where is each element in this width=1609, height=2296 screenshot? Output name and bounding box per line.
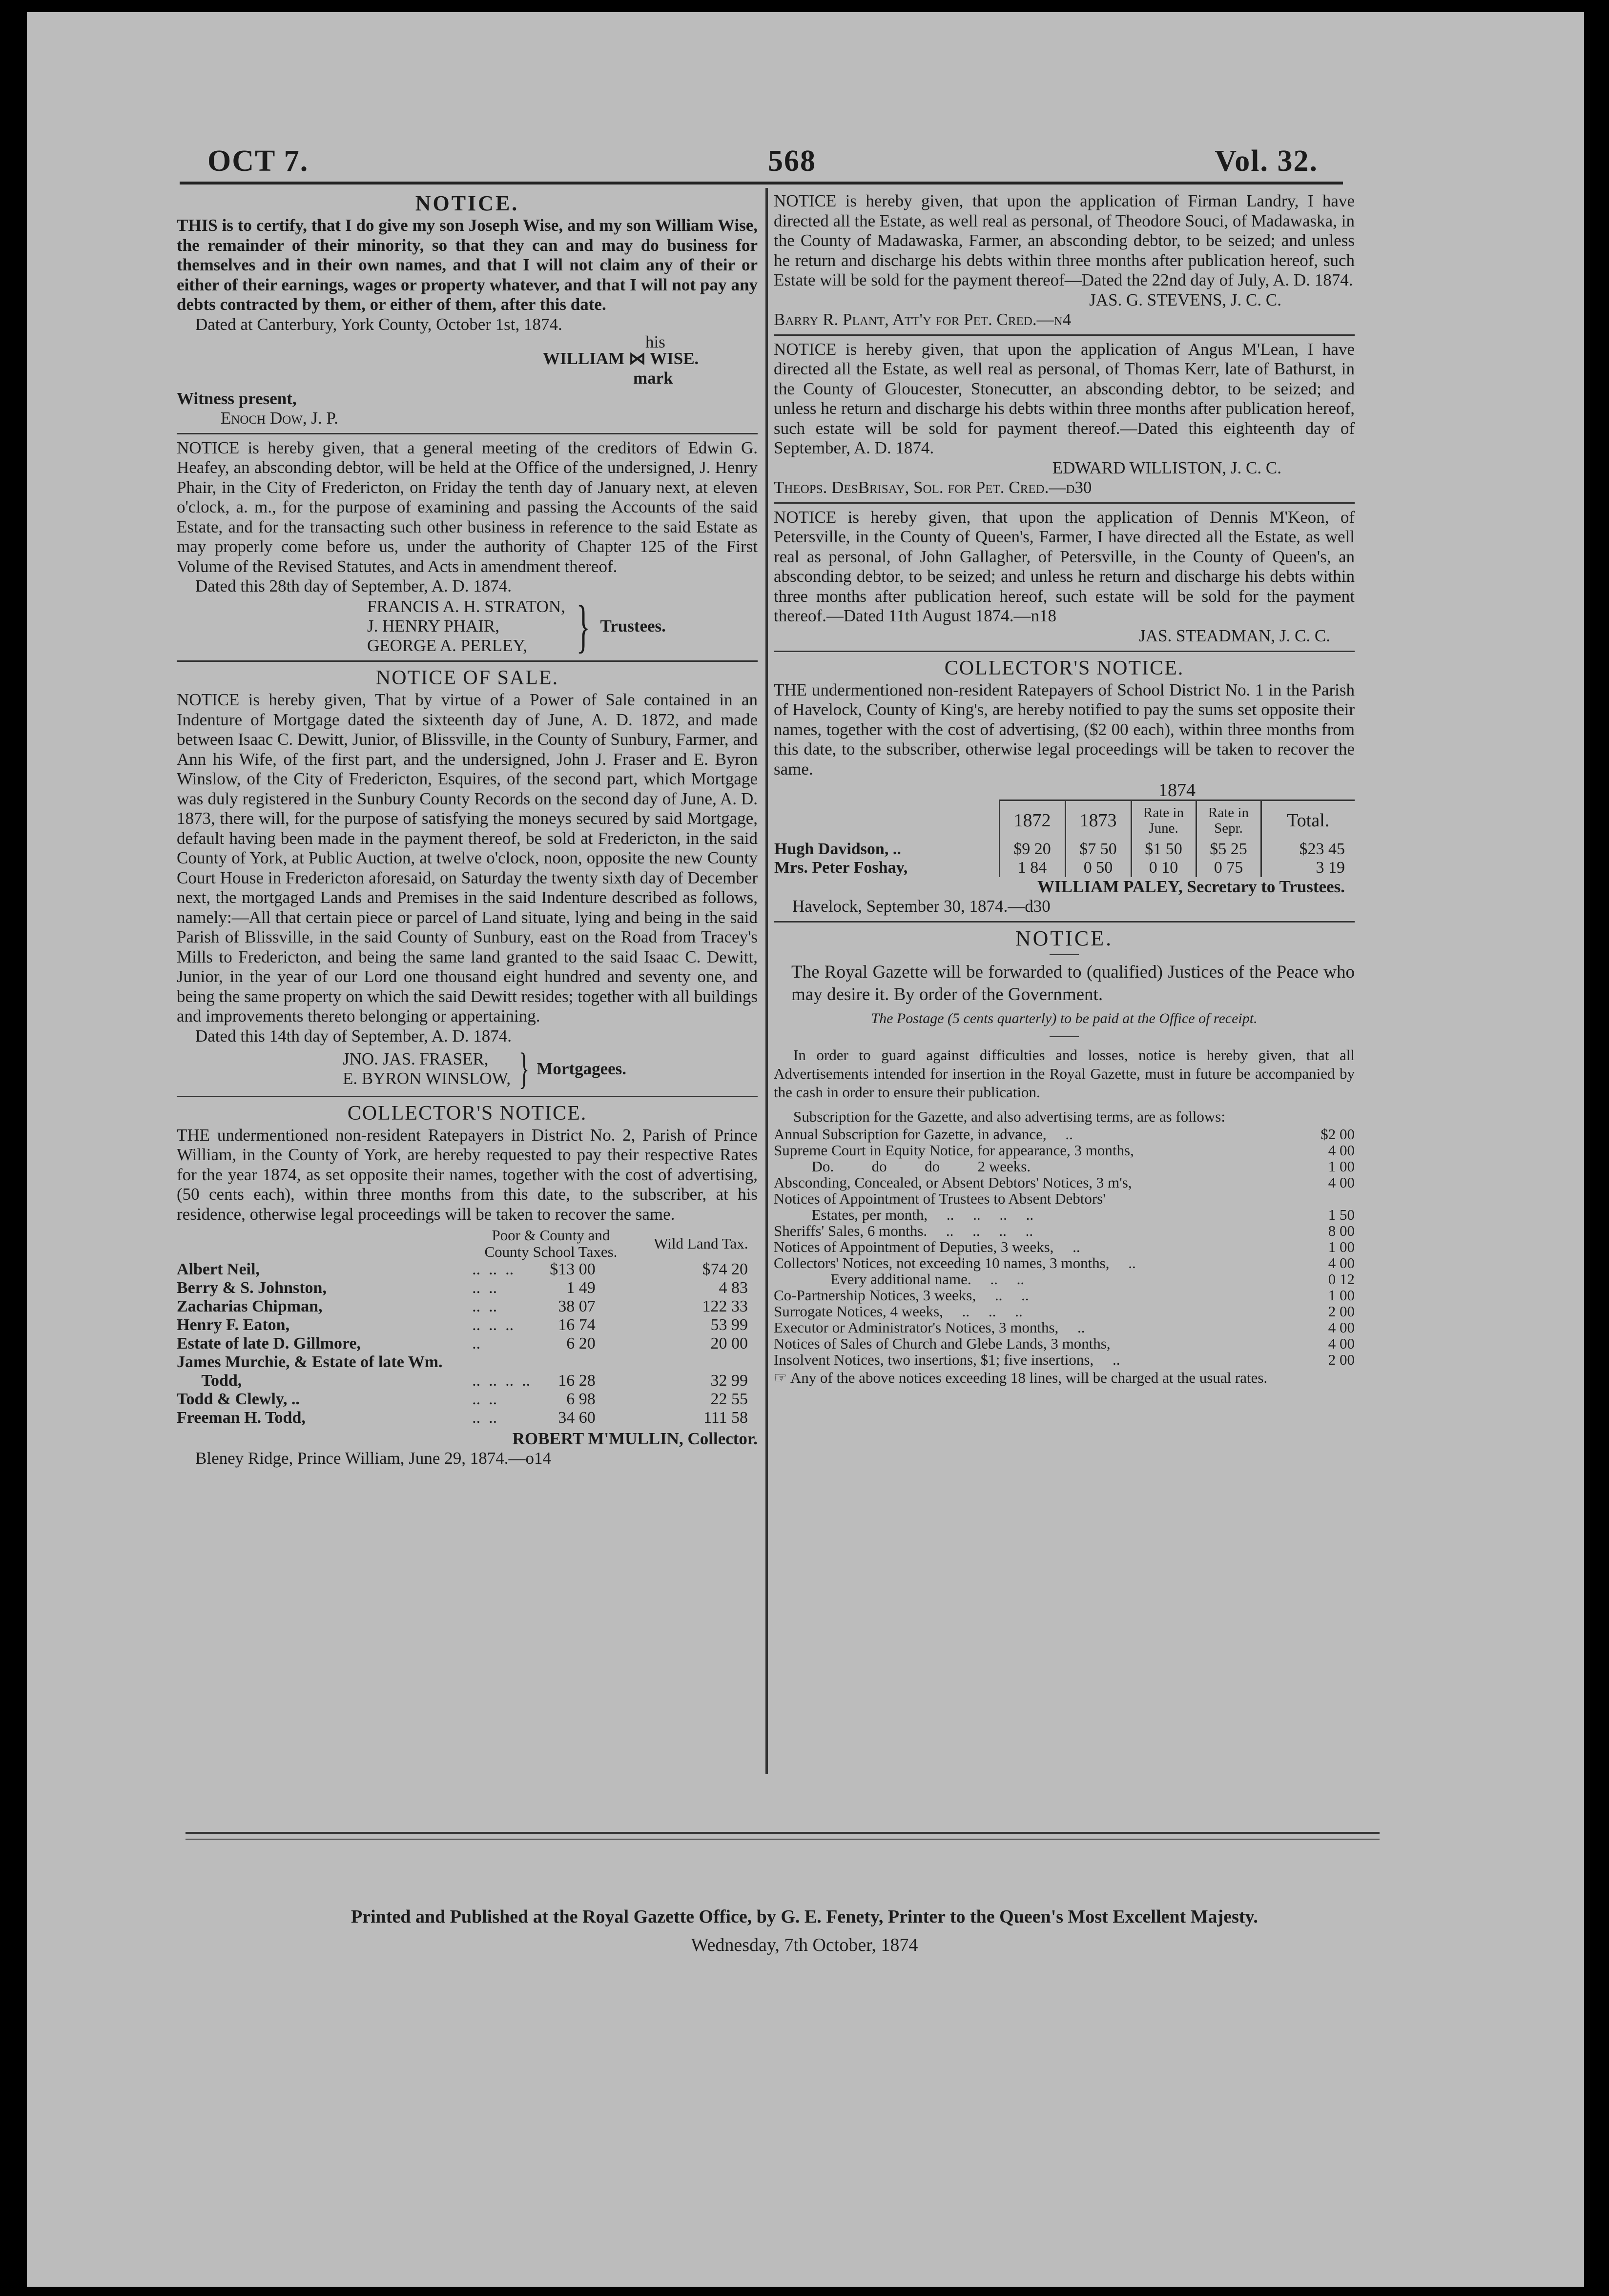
notice-dated: Havelock, September 30, 1874.—d30	[792, 897, 1051, 916]
rate-amount: 4 00	[1328, 1318, 1355, 1336]
notice-wise	[177, 191, 758, 428]
brace: }	[576, 594, 591, 658]
rate-item: Supreme Court in Equity Notice, for appearance, 3 months,	[774, 1141, 1134, 1159]
attorney-line: Barry R. Plant, Att'y for Pet. Cred.—n4	[774, 309, 1072, 329]
rate-row	[774, 1239, 1355, 1255]
notice-body: The Royal Gazette will be forwarded to (qualified) Justices of the Peace who may desire it. By order of the Government.	[791, 962, 1355, 1004]
ratepayer-name: Todd,	[177, 1372, 242, 1390]
his-label: his	[645, 332, 665, 351]
attorney-line: Theops. DesBrisay, Sol. for Pet. Cred.—d30	[774, 477, 1092, 497]
collector-notice-havelock	[774, 656, 1355, 917]
rate-item: Annual Subscription for Gazette, in advance, ..	[774, 1125, 1073, 1143]
ratepayer-name: Estate of late D. Gillmore,	[177, 1334, 361, 1353]
rate-item: Co-Partnership Notices, 3 weeks, .. ..	[774, 1286, 1029, 1304]
rates-table	[177, 1227, 758, 1427]
separator	[774, 921, 1355, 922]
amount: 6 98	[566, 1390, 596, 1408]
leader-dots: .. ..	[472, 1390, 497, 1408]
notice-dated: Bleney Ridge, Prince William, June 29, 1874.—o14	[195, 1449, 551, 1468]
ratepayer-name: Henry F. Eaton,	[177, 1316, 290, 1334]
signer-name: WILLIAM ⋈ WISE.	[543, 348, 699, 368]
rate-row	[774, 1352, 1355, 1368]
col-sepr: Rate in Sepr.	[1196, 800, 1261, 840]
notice-body: THIS is to certify, that I do give my son Joseph Wise, and my son William Wise, the remainder of their minority, so that they can and may do business for themselves and in their own names, and that I will not claim any of their or either of their earnings, wages or property whatever, and that I will not pay any debts contracted by them, or either of them, after this date.	[177, 216, 758, 314]
amount-1872: 1 84	[999, 859, 1065, 877]
table-row	[177, 1409, 758, 1427]
amount-june: $1 50	[1131, 840, 1196, 859]
rate-row	[774, 1303, 1355, 1319]
col-june: Rate in June.	[1131, 800, 1196, 840]
separator	[177, 660, 758, 662]
amount-sepr: $5 25	[1196, 840, 1261, 859]
short-rule	[1050, 954, 1079, 955]
table-row	[177, 1316, 758, 1334]
notice-title: NOTICE.	[1015, 926, 1114, 950]
rate-row	[774, 1287, 1355, 1303]
leader-dots: .. ..	[472, 1409, 497, 1427]
header-date: OCT 7.	[207, 144, 309, 178]
collector-signature: ROBERT M'MULLIN, Collector.	[512, 1429, 758, 1448]
ratepayer-name: James Murchie, & Estate of late Wm.	[177, 1353, 443, 1371]
table-row	[774, 859, 1355, 877]
rate-item: Notices of Appointment of Trustees to Absent Debtors'	[774, 1189, 1106, 1207]
wild-land-tax: 20 00	[710, 1334, 748, 1353]
table-row	[774, 840, 1355, 859]
rate-amount: $2 00	[1320, 1125, 1355, 1143]
rate-amount: 0 12	[1328, 1270, 1355, 1288]
rate-amount: 2 00	[1328, 1351, 1355, 1368]
notice-dated: Dated this 28th day of September, A. D. 1874.	[195, 576, 512, 595]
column-rule	[765, 188, 768, 1774]
ratepayer-name: Albert Neil,	[177, 1260, 260, 1278]
amount-total: 3 19	[1261, 859, 1355, 877]
poor-county-tax	[472, 1390, 630, 1409]
amount-1873: $7 50	[1065, 840, 1131, 859]
notice-body: NOTICE is hereby given, that a general meeting of the creditors of Edwin G. Heafey, an absconding debtor, will be held at the Office of the undersigned, J. Henry Phair, in the City of Fredericton, on Friday the tenth day of January next, at eleven o'clock, a. m., for the purpose of examining and passing the Accounts of the said Estate, and for the transacting such other business in reference to the said Estate as may properly come before us, under the authority of Chapter 125 of the First Volume of the Revised Statutes, and Acts in amendment thereof.	[177, 438, 758, 576]
printer-imprint: Printed and Published at the Royal Gazette Office, by G. E. Fenety, Printer to the Queen's Most Excellent Majesty.	[351, 1906, 1258, 1927]
name: Hugh Davidson,	[774, 840, 889, 858]
notice-dated: Dated this 14th day of September, A. D. 1874.	[195, 1026, 512, 1046]
footnote-text: Any of the above notices exceeding 18 lines, will be charged at the usual rates.	[790, 1369, 1268, 1386]
leader-dots: .. .. .. ..	[472, 1372, 531, 1390]
notice-souci	[774, 191, 1355, 329]
judge-signature: EDWARD WILLISTON, J. C. C.	[1052, 458, 1281, 477]
separator	[774, 502, 1355, 504]
wild-land-tax: 22 55	[710, 1390, 748, 1408]
table-row	[177, 1390, 758, 1409]
rate-amount: 4 00	[1328, 1173, 1355, 1191]
poor-county-tax	[472, 1316, 630, 1334]
table-row	[177, 1353, 758, 1372]
name: Mrs. Peter Foshay,	[774, 859, 908, 877]
rate-row	[774, 1126, 1355, 1142]
wild-land-tax	[630, 1353, 758, 1372]
ratepayer-name	[774, 859, 999, 877]
wild-land-tax: 122 33	[702, 1297, 748, 1315]
rate-amount: 4 00	[1328, 1334, 1355, 1352]
ratepayer-name	[774, 840, 999, 859]
leader-dots: .. .. ..	[472, 1316, 514, 1334]
advertisement-note: In order to guard against difficulties and losses, notice is hereby given, that all Advertisements intended for insertion in the Royal Gazette, must in future be accompanied by the cash in order to ensure their publication.	[774, 1046, 1355, 1101]
rate-amount	[1296, 1190, 1355, 1207]
publication-date: Wednesday, 7th October, 1874	[691, 1935, 918, 1955]
rate-item: Collectors' Notices, not exceeding 10 names, 3 months, ..	[774, 1254, 1136, 1271]
table-row	[177, 1334, 758, 1353]
trustee-name: J. HENRY PHAIR,	[367, 616, 499, 636]
col-header-wild: Wild Land Tax.	[654, 1235, 748, 1252]
rate-row	[774, 1158, 1355, 1174]
rate-item: Surrogate Notices, 4 weeks, .. .. ..	[774, 1302, 1023, 1320]
separator	[177, 433, 758, 434]
ratepayer-name: Todd & Clewly, ..	[177, 1390, 300, 1408]
leader-dots: .. ..	[472, 1297, 497, 1315]
col-total: Total.	[1261, 800, 1355, 840]
rate-row	[774, 1190, 1355, 1207]
header-volume: Vol. 32.	[1215, 144, 1318, 178]
amount: 38 07	[558, 1297, 596, 1315]
wild-land-tax: 111 58	[703, 1409, 748, 1427]
separator	[177, 1096, 758, 1097]
notice-body: THE undermentioned non-resident Ratepayers in District No. 2, Parish of Prince William, in the County of York, are hereby requested to pay their respective Rates for the year 1874, as set opposite their names, together with the cost of advertising, (50 cents each), within three months from this date, to the subscriber, at his residence, otherwise legal proceedings will be taken to recover the same.	[177, 1125, 758, 1224]
poor-county-tax	[472, 1409, 630, 1427]
amount: 16 74	[558, 1316, 596, 1334]
notice-title: NOTICE.	[415, 191, 519, 215]
notice-kerr	[774, 340, 1355, 497]
rate-amount: 8 00	[1328, 1222, 1355, 1239]
ratepayer-name: Berry & S. Johnston,	[177, 1279, 327, 1297]
table-row	[177, 1279, 758, 1297]
rate-row	[774, 1335, 1355, 1352]
notice-dated: Dated at Canterbury, York County, October 1st, 1874.	[195, 314, 562, 334]
poor-county-tax	[472, 1297, 630, 1316]
rate-amount: 1 50	[1328, 1206, 1355, 1223]
notice-body: NOTICE is hereby given, That by virtue of a Power of Sale contained in an Indenture of Mortgage dated the sixteenth day of June, A. D. 1872, and made between Isaac C. Dewitt, Junior, of Blissville, in the County of Sunbury, Farmer, and Ann his Wife, of the first part, and the undersigned, John J. Fraser and E. Byron Winslow, of the City of Fredericton, Esquires, of the second part, which Mortgage was duly registered in the Sunbury County Records on the second day of June, A. D. 1873, there will, for the purpose of satisfying the moneys secured by said Mortgage, default having been made in the payment thereof, be sold at Fredericton, in the said County of York, at Public Auction, at twelve o'clock, noon, opposite the new County Court House in Fredericton aforesaid, on Saturday the twenty sixth day of December next, the mortgaged Lands and Premises in the said Indenture described as follows, namely:—All that certain piece or parcel of Land situate, lying and being in the said Parish of Blissville, in the said County of Sunbury, east on the Road from Tracey's Mills to Fredericton, and being the same land granted to the said Isaac C. Dewitt, Junior, in the year of our Lord one thousand eight hundred and seventy one, and being the same property on which the said Dewitt resides; together with all buildings and improvements thereto belonging or appertaining.	[177, 690, 758, 1025]
col-1873: 1873	[1065, 800, 1131, 840]
amount-sepr: 0 75	[1196, 859, 1261, 877]
rate-item: Estates, per month, .. .. .. ..	[774, 1206, 1034, 1223]
rate-row	[774, 1223, 1355, 1239]
separator	[774, 651, 1355, 652]
table-row	[177, 1297, 758, 1316]
rate-amount: 4 00	[1328, 1254, 1355, 1271]
rate-amount: 1 00	[1328, 1157, 1355, 1175]
amount-1873: 0 50	[1065, 859, 1131, 877]
bottom-rule	[186, 1832, 1380, 1834]
rate-item: Every additional name. .. ..	[774, 1270, 1025, 1288]
secretary-signature: WILLIAM PALEY, Secretary to Trustees.	[1037, 877, 1345, 896]
footnote	[774, 1369, 1355, 1387]
notice-title: NOTICE OF SALE.	[375, 667, 559, 689]
brace: }	[518, 1044, 530, 1093]
notice-gallagher	[774, 508, 1355, 646]
witness-name: Enoch Dow, J. P.	[221, 408, 338, 428]
mortgagee-name: JNO. JAS. FRASER,	[343, 1049, 489, 1068]
amount: 34 60	[558, 1409, 596, 1427]
table-row	[177, 1260, 758, 1279]
right-column	[774, 191, 1355, 1387]
trustee-name: FRANCIS A. H. STRATON,	[367, 597, 565, 616]
rate-item: Sheriffs' Sales, 6 months. .. .. .. ..	[774, 1222, 1033, 1239]
rate-row	[774, 1255, 1355, 1271]
leader-dots: .. .. ..	[472, 1260, 514, 1278]
mortgagee-name: E. BYRON WINSLOW,	[343, 1068, 511, 1088]
rate-amount: 4 00	[1328, 1141, 1355, 1159]
rate-row	[774, 1142, 1355, 1158]
collector-notice-prince-william	[177, 1101, 758, 1469]
leader-dots: ..	[892, 840, 901, 858]
bottom-rule-thin	[186, 1839, 1380, 1840]
mortgagees-block	[343, 1044, 758, 1093]
wild-land-tax: 53 99	[710, 1316, 748, 1334]
poor-county-tax	[472, 1260, 630, 1279]
ratepayer-name: Zacharias Chipman,	[177, 1297, 323, 1315]
year-header: 1874	[999, 781, 1355, 800]
subscription-intro: Subscription for the Gazette, and also advertising terms, are as follows:	[793, 1107, 1225, 1125]
amount-june: 0 10	[1131, 859, 1196, 877]
wild-land-tax: 32 99	[710, 1372, 748, 1390]
rate-row	[774, 1207, 1355, 1223]
rate-item: Notices of Appointment of Deputies, 3 weeks, ..	[774, 1238, 1080, 1255]
notice-gazette	[774, 926, 1355, 1387]
short-rule	[1050, 1036, 1079, 1037]
notice-body: NOTICE is hereby given, that upon the application of Firman Landry, I have directed all the Estate, as well real as personal, of Theodore Souci, of Madawaska, in the County of Madawaska, Farmer, an absconding debtor, to be seized; and unless he return and discharge his debts within three months after publication hereof, such Estate will be sold for the payment thereof—Dated the 22nd day of July, A. D. 1874.	[774, 191, 1355, 289]
rate-item: Absconding, Concealed, or Absent Debtors' Notices, 3 m's,	[774, 1173, 1132, 1191]
amount-1872: $9 20	[999, 840, 1065, 859]
rate-amount: 1 00	[1328, 1238, 1355, 1255]
leader-dots: .. ..	[472, 1279, 497, 1297]
mark-label: mark	[633, 368, 673, 388]
poor-county-tax	[472, 1334, 630, 1353]
poor-county-tax	[472, 1353, 630, 1372]
mortgagees-label: Mortgagees.	[536, 1059, 627, 1078]
ratepayer-name: Freeman H. Todd,	[177, 1409, 306, 1427]
rate-item: Executor or Administrator's Notices, 3 months, ..	[774, 1318, 1085, 1336]
separator	[774, 334, 1355, 336]
trustee-name: GEORGE A. PERLEY,	[367, 636, 527, 655]
rate-row	[774, 1271, 1355, 1287]
left-column	[177, 191, 758, 1468]
notice-body: THE undermentioned non-resident Ratepayers of School District No. 1 in the Parish of Havelock, County of King's, are hereby notified to pay the sums set opposite their names, together with the cost of advertising, ($2 00 each), within three months from this date, to the subscriber, otherwise legal proceedings will be taken to recover the same.	[774, 680, 1355, 779]
poor-county-tax	[472, 1279, 630, 1297]
rate-item: Insolvent Notices, two insertions, $1; five insertions, ..	[774, 1351, 1120, 1368]
rate-row	[774, 1319, 1355, 1335]
header-page-number: 568	[768, 144, 816, 178]
rate-amount: 2 00	[1328, 1302, 1355, 1320]
subscription-rates-table	[774, 1126, 1355, 1368]
notice-body: NOTICE is hereby given, that upon the application of Angus M'Lean, I have directed all the Estate, as well real as personal, of Thomas Kerr, late of Bathurst, in the County of Gloucester, Stonecutter, an absconding debtor, to be seized; and unless he return and discharge his debts within three months after publication hereof, such estate will be sold for payment thereof.—Dated this eighteenth day of September, A. D. 1874.	[774, 339, 1355, 457]
wild-land-tax: 4 83	[719, 1279, 748, 1297]
notice-title: COLLECTOR'S NOTICE.	[944, 656, 1184, 679]
notice-of-sale	[177, 666, 758, 1091]
trustees-label: Trustees.	[600, 616, 666, 636]
amount: 16 28	[558, 1372, 596, 1390]
poor-county-tax	[472, 1372, 630, 1390]
havelock-rates-table	[774, 781, 1355, 877]
col-header-poor: Poor & County and County School Taxes.	[484, 1227, 618, 1260]
header-rule	[180, 182, 1343, 184]
notice-creditors-meeting	[177, 438, 758, 656]
amount: 1 49	[566, 1279, 596, 1297]
rate-row	[774, 1174, 1355, 1190]
pointing-hand-icon: ☞	[774, 1369, 787, 1386]
rate-item: Notices of Sales of Church and Glebe Lands, 3 months,	[774, 1334, 1111, 1352]
witness-label: Witness present,	[177, 389, 297, 408]
amount: 6 20	[566, 1334, 596, 1353]
amount-total: $23 45	[1261, 840, 1355, 859]
notice-title: COLLECTOR'S NOTICE.	[347, 1102, 587, 1125]
notice-body: NOTICE is hereby given, that upon the application of Dennis M'Keon, of Petersville, in the County of Queen's, Farmer, I have directed all the Estate, as well real as personal, of John Gallagher, of Petersville, in the County of Queen's, an absconding debtor, to be seized; and unless he return and discharge his debts within three months after publication hereof, such estate will be sold for the payment thereof.—Dated 11th August 1874.—n18	[774, 507, 1355, 625]
wild-land-tax: $74 20	[702, 1260, 748, 1278]
amount: $13 00	[550, 1260, 596, 1278]
judge-signature: JAS. G. STEVENS, J. C. C.	[1089, 290, 1281, 309]
postage-note: The Postage (5 cents quarterly) to be paid at the Office of receipt.	[871, 1010, 1258, 1026]
judge-signature: JAS. STEADMAN, J. C. C.	[1139, 626, 1330, 645]
rate-amount: 1 00	[1328, 1286, 1355, 1304]
trustees-block	[367, 594, 758, 658]
table-row	[177, 1372, 758, 1390]
leader-dots: ..	[472, 1334, 481, 1353]
col-1872: 1872	[999, 800, 1065, 840]
rate-item: Do. do do 2 weeks.	[774, 1157, 1031, 1175]
